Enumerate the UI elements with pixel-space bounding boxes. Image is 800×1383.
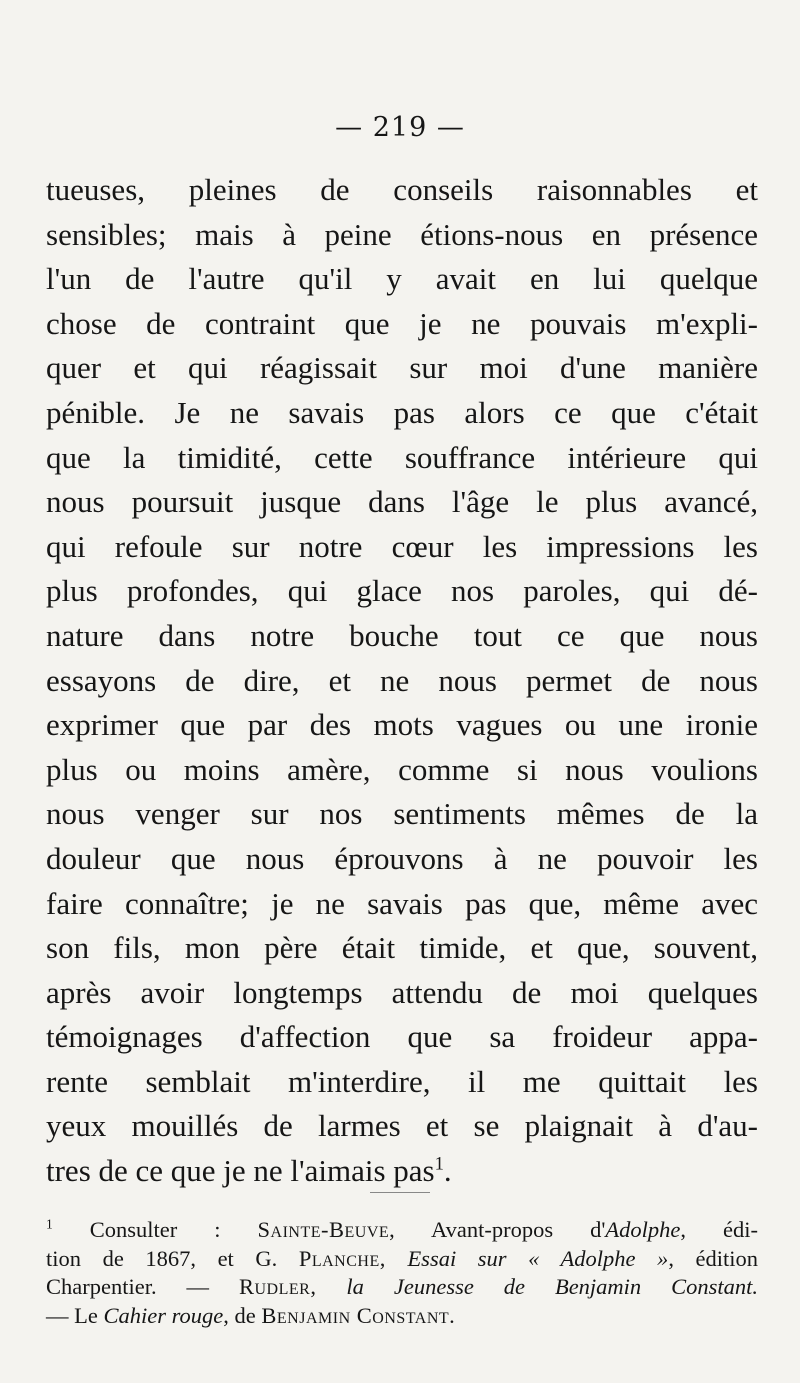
text-line: plus ou moins amère, comme si nous voulions xyxy=(46,751,758,787)
footnote-line xyxy=(46,1302,758,1331)
footnote-marker: 1 xyxy=(46,1216,53,1232)
footnote-text: tion de 1867, et G. xyxy=(46,1245,278,1271)
footnote-text: , édi- xyxy=(680,1217,759,1242)
footnote-separator xyxy=(370,1192,430,1193)
footnote-text: Avant-propos d' xyxy=(431,1217,606,1242)
text-line: rente semblait m'interdire, il me quittait les xyxy=(46,1063,758,1099)
footnote-line xyxy=(46,1216,758,1245)
text-line: plus profondes, qui glace nos paroles, qui dé- xyxy=(46,573,758,609)
text-line: yeux mouillés de larmes et se plaignait à d'au- xyxy=(46,1108,758,1144)
footnote-line xyxy=(46,1245,758,1274)
footnote-text: — Le xyxy=(46,1302,98,1328)
text-line: quer et qui réagissait sur moi d'une manière xyxy=(46,350,758,386)
text-line: l'un de l'autre qu'il y avait en lui quelque xyxy=(46,261,758,297)
body-text xyxy=(46,168,758,1194)
text-line: chose de contraint que je ne pouvais m'expli- xyxy=(46,305,758,341)
text-line: pénible. Je ne savais pas alors ce que c'était xyxy=(46,394,758,430)
text-line-content: tres de ce que je ne l'aimais pas xyxy=(46,1153,435,1189)
work-title: Essai sur « Adolphe » xyxy=(407,1245,669,1271)
page-number: — 219 — xyxy=(335,112,465,143)
text-line: que la timidité, cette souffrance intérieure qui xyxy=(46,439,758,475)
footnote-text: , édition xyxy=(668,1245,758,1271)
text-line-last: tres de ce que je ne l'aimais pas$^1$. xyxy=(46,1153,452,1189)
text-line: exprimer que par des mots vagues ou une ironie xyxy=(46,707,758,743)
text-line: sensibles; mais à peine étions-nous en présence xyxy=(46,216,758,252)
footnote-reference: 1 xyxy=(434,1153,444,1175)
text-line: nous poursuit jusque dans l'âge le plus avancé, xyxy=(46,484,758,520)
text-line: essayons de dire, et ne nous permet de nous xyxy=(46,662,758,698)
footnote-text: Charpentier. — xyxy=(46,1274,210,1299)
text-line: témoignages d'affection que sa froideur appa- xyxy=(46,1019,758,1055)
work-title: Cahier rouge xyxy=(103,1302,224,1328)
author-name: Planche, xyxy=(298,1245,386,1271)
author-name: Rudler, xyxy=(239,1274,317,1299)
footnote-text: Consulter : xyxy=(89,1217,221,1242)
text-line: douleur que nous éprouvons à ne pouvoir les xyxy=(46,840,758,876)
text-line: faire connaître; je ne savais pas que, même avec xyxy=(46,885,758,921)
text-line: nous venger sur nos sentiments mêmes de la xyxy=(46,796,758,832)
footnote xyxy=(46,1216,758,1330)
author-name: Sainte-Beuve, xyxy=(257,1217,396,1242)
work-title: Adolphe xyxy=(605,1217,681,1242)
text-line: tueuses, pleines de conseils raisonnables et xyxy=(46,172,758,207)
footnote-line xyxy=(46,1273,758,1302)
text-line: après avoir longtemps attendu de moi quelques xyxy=(46,974,758,1010)
author-name: Benjamin Constant. xyxy=(261,1302,456,1328)
text-line: nature dans notre bouche tout ce que nous xyxy=(46,617,758,653)
text-line: qui refoule sur notre cœur les impressions les xyxy=(46,528,758,564)
footnote-text: , de xyxy=(223,1302,256,1328)
text-line: son fils, mon père était timide, et que, souvent, xyxy=(46,930,758,966)
work-title: la Jeunesse de Benjamin Constant. xyxy=(346,1274,759,1299)
